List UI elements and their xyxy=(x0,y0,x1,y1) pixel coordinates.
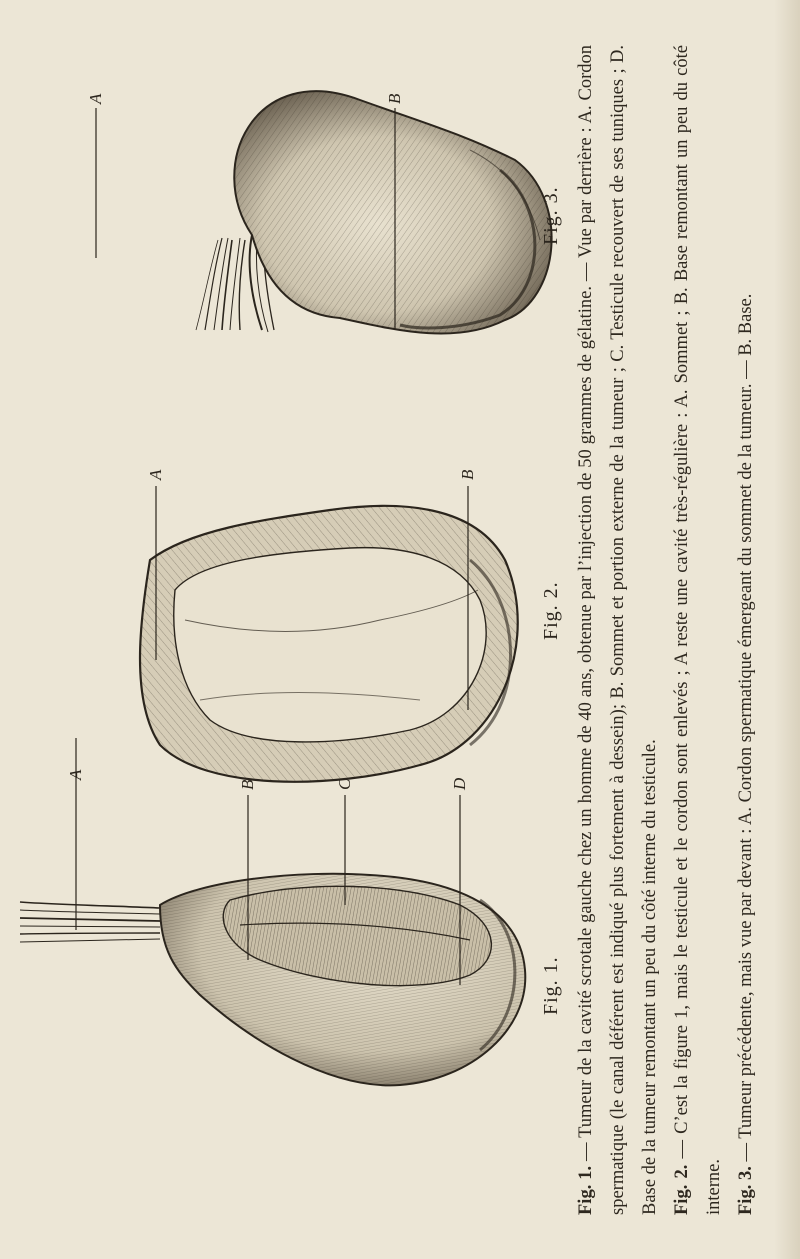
fig3-letter-B: B xyxy=(385,93,404,104)
plate-caption xyxy=(570,45,762,1215)
fig2-letter-B: B xyxy=(458,469,477,480)
caption-fig2-text: — C’est la figure 1, mais le testicule et le cordon sont enlevés ; A reste une cavité très-régulière : A. Sommet ; B. Base remontant un peu du côté interne. xyxy=(672,45,724,1215)
figure-3-drawing xyxy=(96,91,552,333)
fig3-hatching xyxy=(234,91,551,333)
caption-fig3-title: Fig. 3. xyxy=(736,1166,756,1215)
caption-fig2-title: Fig. 2. xyxy=(672,1164,692,1215)
fig1-label: Fig. 1. xyxy=(540,956,562,1015)
fig2-letter-A: A xyxy=(146,469,165,480)
caption-fig1-text: — Tumeur de la cavité scrotale gauche chez un homme de 40 ans, obtenue par l’injection de 50 grammes de gélatine. — Vue par derrière : A. Cordon spermatique (le canal déférent est indiqué plus fortement à dessein); B. Sommet et portion externe de la tumeur ; C. Testicule recouvert de ses tuniques ; D. Base de la tumeur remontant un peu du côté interne du testicule. xyxy=(576,45,660,1215)
caption-fig3-text: — Tumeur précédente, mais vue par devant : A. Cordon spermatique émergeant du sommet de la tumeur. — B. Base. xyxy=(736,293,756,1167)
fig1-letter-A: A xyxy=(66,769,85,780)
figure-2-drawing xyxy=(140,486,518,782)
fig2-label: Fig. 2. xyxy=(540,581,562,640)
caption-fig1 xyxy=(570,45,666,1215)
fig2-cavity-inner xyxy=(174,548,486,742)
fig3-letter-A: A xyxy=(86,93,105,104)
fig1-letter-D: D xyxy=(450,777,469,790)
fig1-spermatic-cord xyxy=(20,902,160,942)
fig1-letter-C: C xyxy=(335,778,354,790)
caption-fig3 xyxy=(730,45,762,1215)
caption-fig2 xyxy=(666,45,730,1215)
fig1-letter-B: B xyxy=(238,779,257,790)
fig3-label: Fig. 3. xyxy=(540,186,562,245)
caption-fig1-title: Fig. 1. xyxy=(576,1165,596,1215)
